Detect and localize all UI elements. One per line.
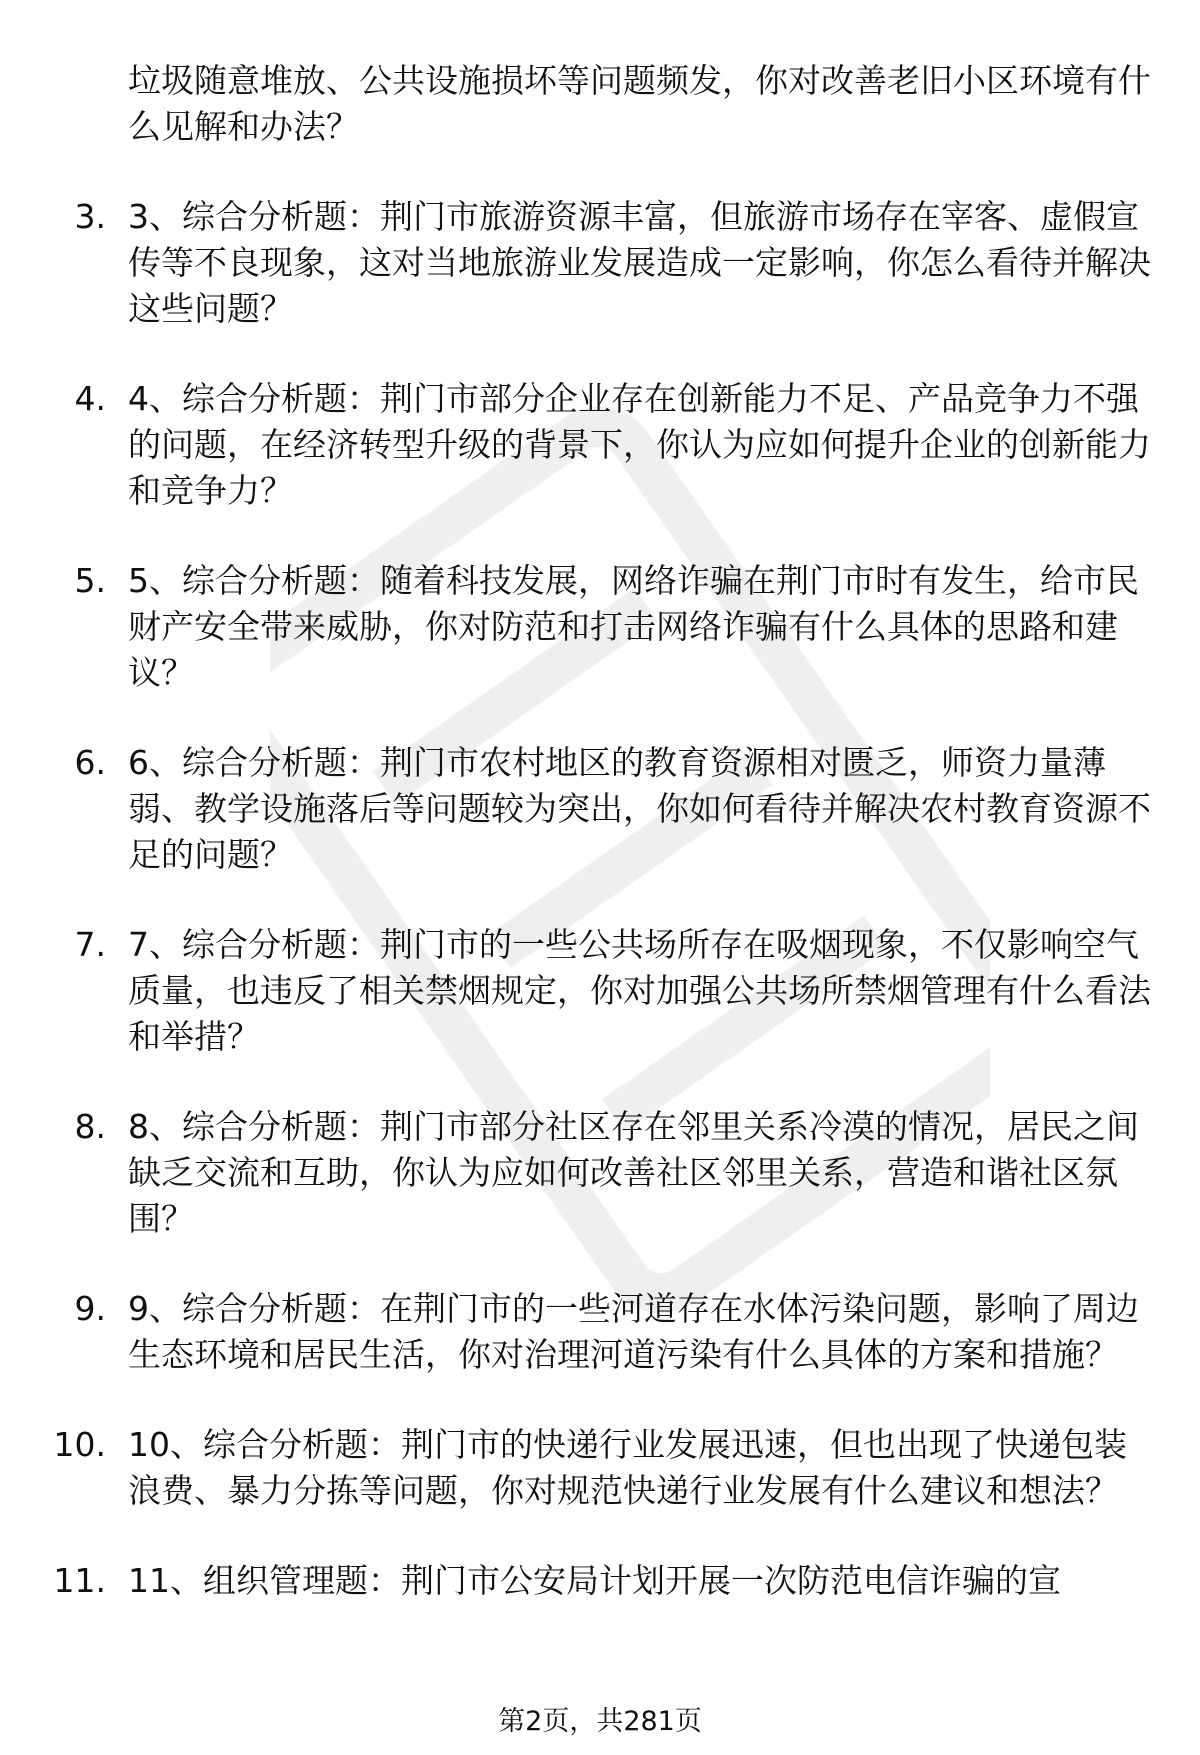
list-item [0, 558, 1200, 696]
question-text: 垃圾随意堆放、公共设施损坏等问题频发，你对改善老旧小区环境有什么见解和办法？ [128, 61, 1151, 146]
item-number: 8. [74, 1107, 106, 1146]
question-text: 11、组织管理题：荆门市公安局计划开展一次防范电信诈骗的宣 [128, 1561, 1061, 1600]
question-text: 10、综合分析题：荆门市的快递行业发展迅速，但也出现了快递包装浪费、暴力分拣等问题，你对规范快递行业发展有什么建议和想法？ [128, 1425, 1127, 1510]
question-text: 7、综合分析题：荆门市的一些公共场所存在吸烟现象，不仅影响空气质量，也违反了相关禁烟规定，你对加强公共场所禁烟管理有什么看法和举措？ [128, 925, 1151, 1056]
question-list [0, 58, 1200, 1648]
question-text: 9、综合分析题：在荆门市的一些河道存在水体污染问题，影响了周边生态环境和居民生活，你对治理河道污染有什么具体的方案和措施？ [128, 1289, 1139, 1374]
item-number: 7. [74, 925, 106, 964]
list-item [0, 922, 1200, 1060]
list-item-continuation [0, 58, 1200, 150]
list-item [0, 376, 1200, 514]
item-number: 3. [74, 197, 106, 236]
list-item [0, 1104, 1200, 1242]
question-text: 5、综合分析题：随着科技发展，网络诈骗在荆门市时有发生，给市民财产安全带来威胁，你对防范和打击网络诈骗有什么具体的思路和建议？ [128, 561, 1139, 692]
list-item [0, 740, 1200, 878]
list-item [0, 194, 1200, 332]
question-text: 4、综合分析题：荆门市部分企业存在创新能力不足、产品竞争力不强的问题，在经济转型升级的背景下，你认为应如何提升企业的创新能力和竞争力？ [128, 379, 1151, 510]
item-number: 9. [74, 1289, 106, 1328]
question-text: 3、综合分析题：荆门市旅游资源丰富，但旅游市场存在宰客、虚假宣传等不良现象，这对当地旅游业发展造成一定影响，你怎么看待并解决这些问题？ [128, 197, 1151, 328]
page-footer: 第2页，共281页 [498, 1706, 702, 1737]
item-number: 5. [74, 561, 106, 600]
question-text: 6、综合分析题：荆门市农村地区的教育资源相对匮乏，师资力量薄弱、教学设施落后等问题较为突出，你如何看待并解决农村教育资源不足的问题？ [128, 743, 1151, 874]
list-item [0, 1422, 1200, 1514]
list-item [0, 1286, 1200, 1378]
item-number: 11. [53, 1561, 106, 1600]
item-number: 6. [74, 743, 106, 782]
question-text: 8、综合分析题：荆门市部分社区存在邻里关系冷漠的情况，居民之间缺乏交流和互助，你认为应如何改善社区邻里关系，营造和谐社区氛围？ [128, 1107, 1139, 1238]
item-number: 10. [53, 1425, 106, 1464]
list-item [0, 1558, 1200, 1604]
item-number: 4. [74, 379, 106, 418]
